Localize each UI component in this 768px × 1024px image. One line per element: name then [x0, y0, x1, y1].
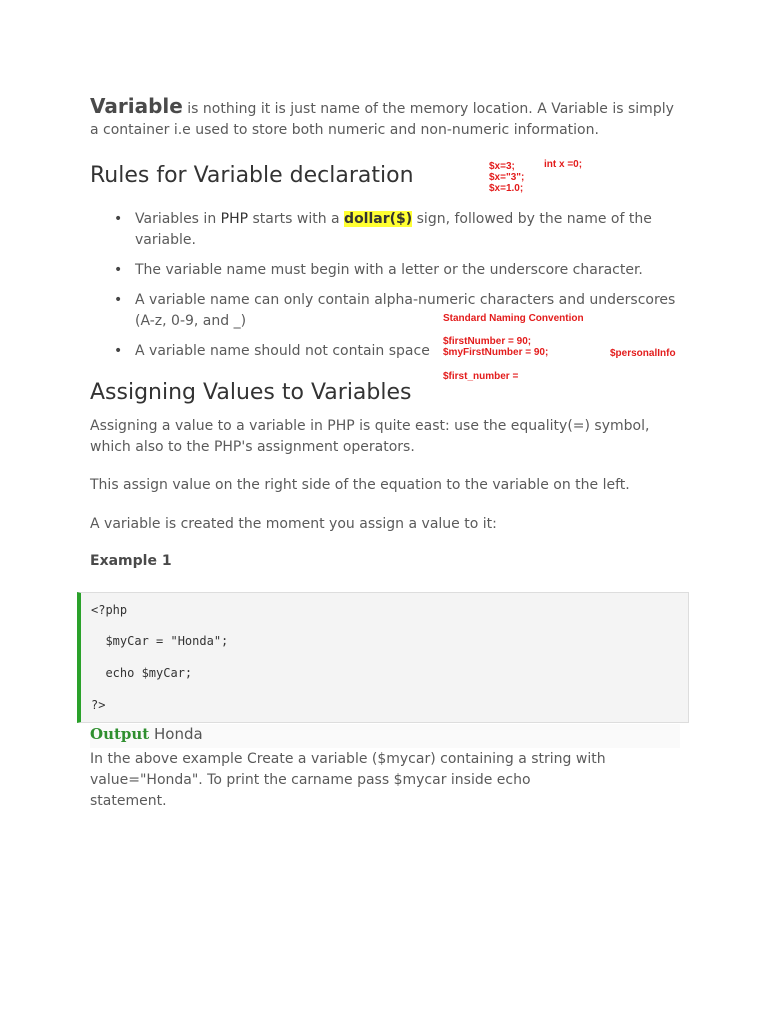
example-label: Example 1 [90, 553, 172, 569]
assign-paragraph-2: This assign value on the right side of the equation to the variable on the left. [90, 477, 630, 493]
assign-heading: Assigning Values to Variables [90, 380, 412, 405]
output-value: Honda [149, 725, 203, 743]
rule-item-space [90, 341, 435, 362]
annotation-naming-example-1: $firstNumber = 90; [443, 336, 532, 347]
example-explanation: In the above example Create a variable ($mycar) containing a string with value="Honda". To print the carname pass $mycar inside echo statement. [90, 751, 606, 809]
rule-4-text: A variable name should not contain space [135, 343, 430, 359]
rules-heading: Rules for Variable declaration [90, 163, 414, 188]
code-line-1: <?php [91, 603, 128, 617]
rule-1-php: PHP [220, 211, 249, 227]
rule-1-highlight: dollar($) [344, 211, 413, 227]
rule-1-suffix: sign, followed by the name of the variable. [135, 211, 652, 248]
assign-paragraph-1: Assigning a value to a variable in PHP is quite east: use the equality(=) symbol, which also to the PHP's assignment operators. [90, 418, 650, 455]
code-line-3: echo $myCar; [91, 666, 193, 680]
code-line-2: $myCar = "Honda"; [91, 634, 229, 648]
intro-text: is nothing it is just name of the memory location. A Variable is simply a container i.e used to store both numeric and non-numeric information. [90, 101, 674, 138]
code-block [77, 592, 689, 723]
rule-2-text: The variable name must begin with a letter or the underscore character. [135, 262, 643, 278]
bullet-icon: • [114, 343, 123, 359]
output-bar [90, 724, 680, 748]
rule-item-begin [90, 260, 680, 281]
annotation-x-example-3: $x=1.0; [489, 183, 524, 194]
intro-term: Variable [90, 94, 183, 118]
bullet-icon: • [114, 211, 123, 227]
annotation-personal-info: $personalInfo [610, 348, 676, 359]
rules-list [90, 0, 690, 400]
rule-item-dollar [90, 209, 680, 251]
annotation-naming-example-2: $myFirstNumber = 90; [443, 347, 549, 358]
rule-1-prefix: Variables in [135, 211, 221, 227]
code-line-4: ?> [91, 698, 106, 712]
rule-3-text: A variable name can only contain alpha-numeric characters and underscores (A-z, 0-9, and _) [135, 292, 676, 329]
annotation-x-example-2: $x="3"; [489, 172, 525, 183]
bullet-icon: • [114, 292, 123, 308]
annotation-first-number: $first_number = [443, 371, 519, 382]
annotation-int-example: int x =0; [544, 159, 583, 170]
rule-item-alphanumeric [90, 290, 680, 332]
bullet-icon: • [114, 262, 123, 278]
assign-paragraph-3: A variable is created the moment you assign a value to it: [90, 516, 497, 532]
rule-1-middle: starts with a [248, 211, 345, 227]
output-label: Output [90, 725, 150, 743]
annotation-x-example-1: $x=3; [489, 161, 515, 172]
annotation-naming-title: Standard Naming Convention [443, 313, 584, 324]
